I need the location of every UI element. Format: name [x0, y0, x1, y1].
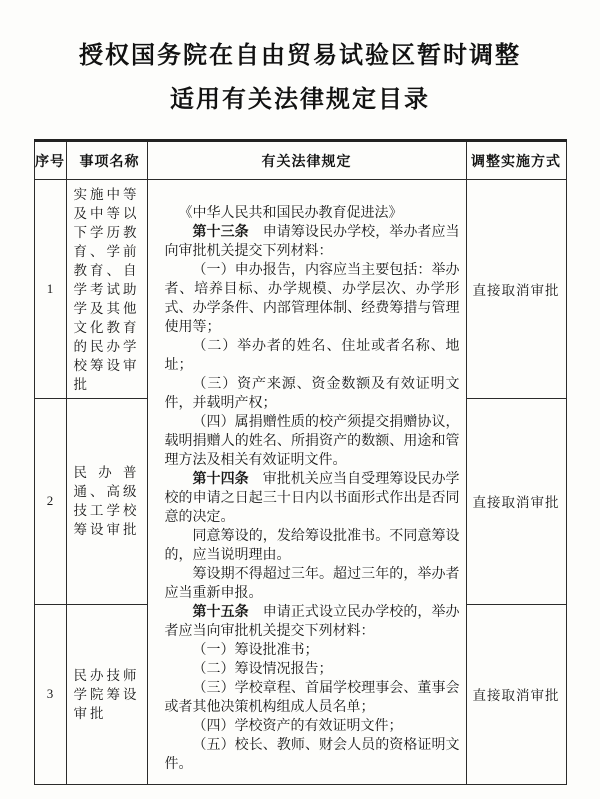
row-2-serial-number: 2 — [34, 399, 66, 604]
legal-paragraph-text: （四）学校资产的有效证明文件； — [192, 719, 403, 734]
legal-paragraph-text: 审批机关应当自受理筹设民办学校的申请之日起三十日内以书面形式作出是否同意的决定。 — [164, 472, 460, 525]
header-adjustment-method: 调整实施方式 — [466, 141, 566, 180]
table-header-row — [34, 141, 566, 180]
document-title-line-1: 授权国务院在自由贸易试验区暂时调整 — [79, 42, 521, 69]
legal-paragraph — [165, 375, 460, 413]
legal-paragraph-text: （三）学校章程、首届学校理事会、董事会或者其他决策机构组成人员名单； — [164, 681, 460, 715]
legal-paragraph — [165, 223, 460, 261]
row-1-serial-number: 1 — [34, 180, 66, 399]
law-title: 《中华人民共和国民办教育促进法》 — [178, 206, 403, 221]
header-serial-number: 序号 — [34, 141, 66, 180]
legal-paragraph — [165, 603, 460, 641]
legal-paragraph-text: （二）筹设情况报告； — [192, 662, 333, 677]
article-number: 第十三条 — [192, 225, 249, 240]
legal-paragraph — [165, 736, 460, 774]
row-3-item-name: 民办技师学院筹设审批 — [66, 604, 147, 784]
article-number: 第十四条 — [192, 472, 249, 487]
legal-paragraph — [165, 337, 460, 375]
legal-paragraph — [165, 470, 460, 527]
legal-paragraph-text: （二）举办者的姓名、住址或者名称、地址； — [164, 339, 460, 373]
row-1-item-name: 实施中等及中等以下学历教育、学前教育、自学考试助学及其他文化教育的民办学校筹设审批 — [66, 180, 147, 399]
legal-provisions-cell — [147, 180, 466, 785]
legal-paragraph — [165, 565, 460, 603]
legal-paragraph-text: （四）属捐赠性质的校产须提交捐赠协议，载明捐赠人的姓名、所捐资产的数额、用途和管理方法及相关有效证明文件。 — [164, 415, 460, 468]
legal-paragraph — [165, 717, 460, 736]
legal-paragraph-text: （三）资产来源、资金数额及有效证明文件，并载明产权； — [164, 377, 460, 411]
header-item-name: 事项名称 — [66, 141, 147, 180]
legal-paragraph-text: （一）申办报告，内容应当主要包括：举办者、培养目标、办学规模、办学层次、办学形式、办学条件、内部管理体制、经费筹措与管理使用等； — [164, 263, 460, 335]
row-2-adjustment-method: 直接取消审批 — [466, 399, 566, 604]
table-row — [34, 180, 566, 399]
catalog-table — [34, 139, 567, 785]
legal-paragraph-text: 同意筹设的，发给筹设批准书。不同意筹设的，应当说明理由。 — [164, 529, 460, 563]
document-title — [0, 0, 600, 122]
legal-paragraph-text: 筹设期不得超过三年。超过三年的，举办者应当重新申报。 — [164, 567, 460, 601]
legal-paragraph — [165, 679, 460, 717]
document-title-line-2: 适用有关法律规定目录 — [170, 86, 430, 113]
legal-paragraph — [165, 527, 460, 565]
row-3-serial-number: 3 — [34, 604, 66, 784]
legal-paragraph-text: 申请正式设立民办学校的，举办者应当向审批机关提交下列材料： — [164, 605, 460, 639]
legal-paragraph-text: 申请筹设民办学校，举办者应当向审批机关提交下列材料： — [164, 225, 460, 259]
row-3-adjustment-method: 直接取消审批 — [466, 604, 566, 784]
legal-paragraph — [165, 660, 460, 679]
article-number: 第十五条 — [192, 605, 249, 620]
header-legal-provisions: 有关法律规定 — [147, 141, 466, 180]
row-2-item-name: 民办普通、高级技工学校筹设审批 — [66, 399, 147, 604]
legal-paragraph — [165, 261, 460, 337]
legal-paragraph — [165, 413, 460, 470]
row-1-adjustment-method: 直接取消审批 — [466, 180, 566, 399]
legal-paragraph — [165, 641, 460, 660]
legal-paragraph-text: （一）筹设批准书； — [192, 643, 319, 658]
legal-paragraph-text: （五）校长、教师、财会人员的资格证明文件。 — [164, 738, 460, 772]
